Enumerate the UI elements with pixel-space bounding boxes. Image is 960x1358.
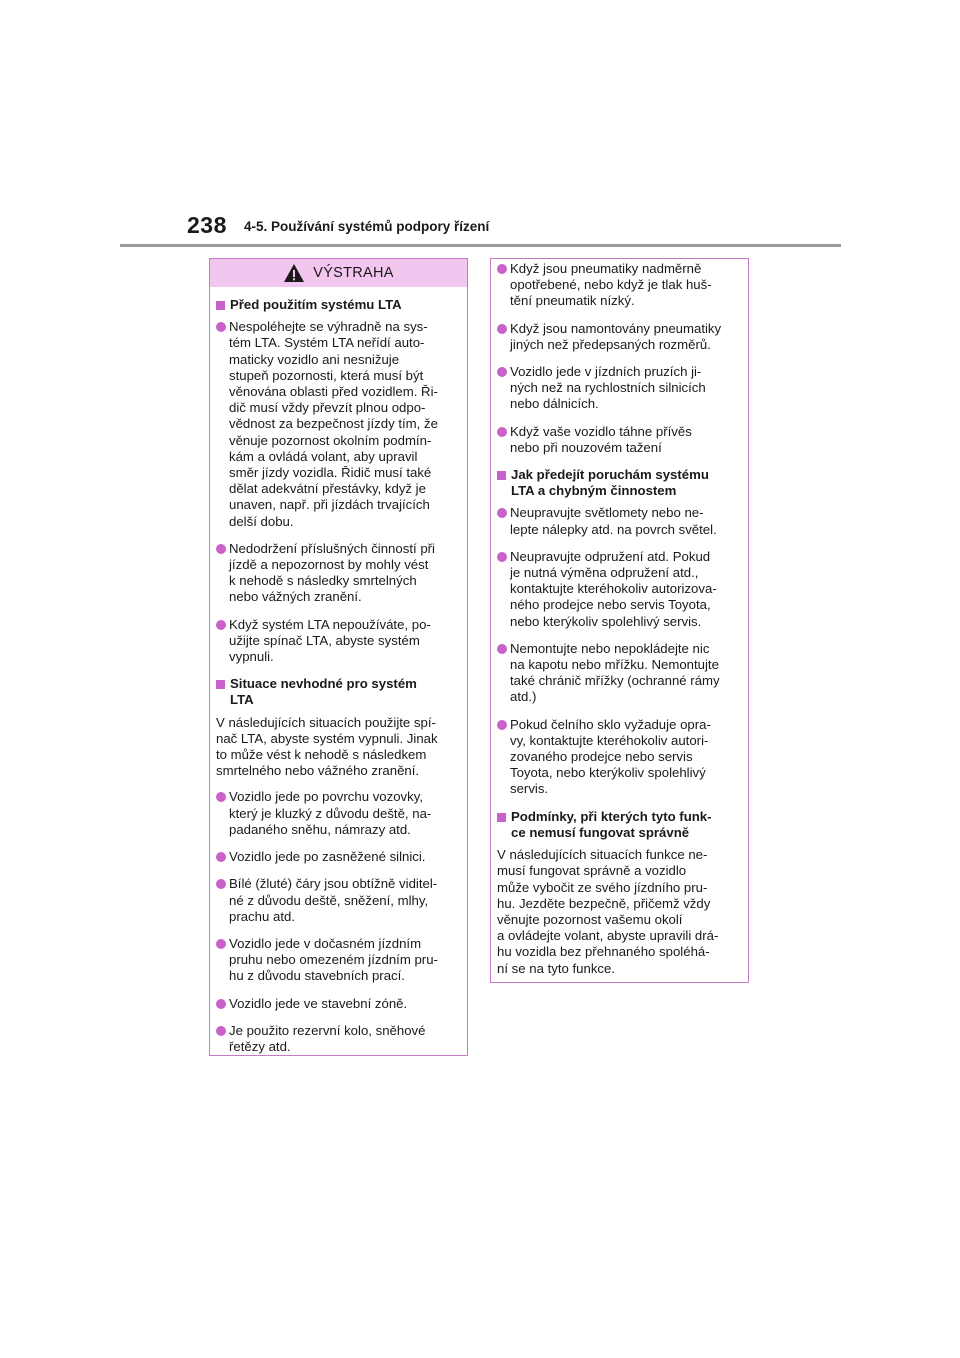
circle-bullet-icon — [216, 852, 226, 862]
circle-bullet-icon — [216, 1026, 226, 1036]
list-item: Pokud čelního sklo vyžaduje opra- vy, kontaktujte kteréhokoliv autori- zovaného prodejce nebo servis Toyota, nebo kterýkoliv spolehlivý servis. — [497, 717, 742, 798]
right-content — [491, 259, 748, 977]
warning-triangle-icon — [283, 263, 305, 283]
circle-bullet-icon — [216, 939, 226, 949]
paragraph: V následujících situacích funkce ne- musí fungovat správně a vozidlo může vybočit ze svého jízdního pru- hu. Jezděte bezpečně, přičemž vždy věnujte pozornost vašemu okolí a ovládejte volant, abyste upravili drá- hu vozidla bez přehnaného spoléhá- ní se na tyto funkce. — [497, 847, 719, 976]
warning-box-right — [490, 258, 749, 983]
circle-bullet-icon — [216, 544, 226, 554]
list-item: Nedodržení příslušných činností při jízdě a nepozornost by mohly vést k nehodě s následky smrtelných nebo vážných zranění. — [216, 541, 461, 606]
circle-bullet-icon — [497, 367, 507, 377]
section-heading: Podmínky, při kterých tyto funk- ce nemusí fungovat správně — [497, 809, 742, 841]
list-item: Neupravujte světlomety nebo ne- lepte nálepky atd. na povrch světel. — [497, 505, 742, 537]
circle-bullet-icon — [497, 264, 507, 274]
warning-box-left — [209, 258, 468, 1056]
warning-header — [210, 259, 467, 287]
list-item: Když jsou pneumatiky nadměrně opotřebené, nebo když je tlak huš- tění pneumatik nízký. — [497, 261, 742, 310]
circle-bullet-icon — [497, 508, 507, 518]
square-bullet-icon — [216, 301, 225, 310]
section-title: 4-5. Používání systémů podpory řízení — [244, 219, 490, 234]
circle-bullet-icon — [497, 324, 507, 334]
list-item: Vozidlo jede po zasněžené silnici. — [216, 849, 461, 865]
section-heading: Situace nevhodné pro systém LTA — [216, 676, 461, 708]
list-item: Neupravujte odpružení atd. Pokud je nutná výměna odpružení atd., kontaktujte kteréhokoliv autorizova- ného prodejce nebo servis Toyota, nebo kterýkoliv spolehlivý servis. — [497, 549, 742, 630]
circle-bullet-icon — [497, 552, 507, 562]
header-divider — [120, 244, 841, 247]
list-item: Nemontujte nebo nepokládejte nic na kapotu nebo mřížku. Nemontujte také chránič mřížky (ochranné rámy atd.) — [497, 641, 742, 706]
warning-title: VÝSTRAHA — [313, 265, 394, 281]
circle-bullet-icon — [216, 792, 226, 802]
circle-bullet-icon — [216, 620, 226, 630]
circle-bullet-icon — [216, 322, 226, 332]
page-number: 238 — [187, 212, 227, 238]
list-item: Vozidlo jede ve stavební zóně. — [216, 996, 461, 1012]
circle-bullet-icon — [497, 720, 507, 730]
list-item: Když vaše vozidlo táhne přívěs nebo při nouzovém tažení — [497, 424, 742, 456]
circle-bullet-icon — [216, 879, 226, 889]
section-heading: Jak předejít poruchám systému LTA a chybným činnostem — [497, 467, 742, 499]
list-item: Vozidlo jede v jízdních pruzích ji- ných než na rychlostních silnicích nebo dálnicích. — [497, 364, 742, 413]
left-content — [210, 291, 467, 1055]
list-item: Vozidlo jede v dočasném jízdním pruhu nebo omezeném jízdním pru- hu z důvodu stavebních prací. — [216, 936, 461, 985]
square-bullet-icon — [216, 680, 225, 689]
circle-bullet-icon — [497, 644, 507, 654]
list-item: Bílé (žluté) čáry jsou obtížně viditel- né z důvodu deště, sněžení, mlhy, prachu atd. — [216, 876, 461, 925]
circle-bullet-icon — [216, 999, 226, 1009]
list-item: Když jsou namontovány pneumatiky jiných než předepsaných rozměrů. — [497, 321, 742, 353]
square-bullet-icon — [497, 813, 506, 822]
list-item: Nespoléhejte se výhradně na sys- tém LTA. Systém LTA neřídí auto- maticky vozidlo ani nesnižuje stupeň pozornosti, která musí být věnována oblasti před vozidlem. Ři- dič musí vždy převzít plnou odpo- vědnost za bezpečnost jízdy tím, že věnuje pozornost okolním podmín- kám a ovládá volant, aby upravil směr jízdy vozidla. Řidič musí také dělat adekvátní přestávky, když je unaven, např. při jízdách trvajících delší dobu. — [216, 319, 461, 530]
list-item: Je použito rezervní kolo, sněhové řetězy atd. — [216, 1023, 461, 1055]
square-bullet-icon — [497, 471, 506, 480]
circle-bullet-icon — [497, 427, 507, 437]
list-item: Když systém LTA nepoužíváte, po- užijte spínač LTA, abyste systém vypnuli. — [216, 617, 461, 666]
paragraph: V následujících situacích použijte spí- nač LTA, abyste systém vypnuli. Jinak to může vést k nehodě s následkem smrtelného nebo vážného zranění. — [216, 714, 438, 779]
section-heading: Před použitím systému LTA — [216, 297, 461, 313]
list-item: Vozidlo jede po povrchu vozovky, který je kluzký z důvodu deště, na- padaného sněhu, námrazy atd. — [216, 789, 461, 838]
